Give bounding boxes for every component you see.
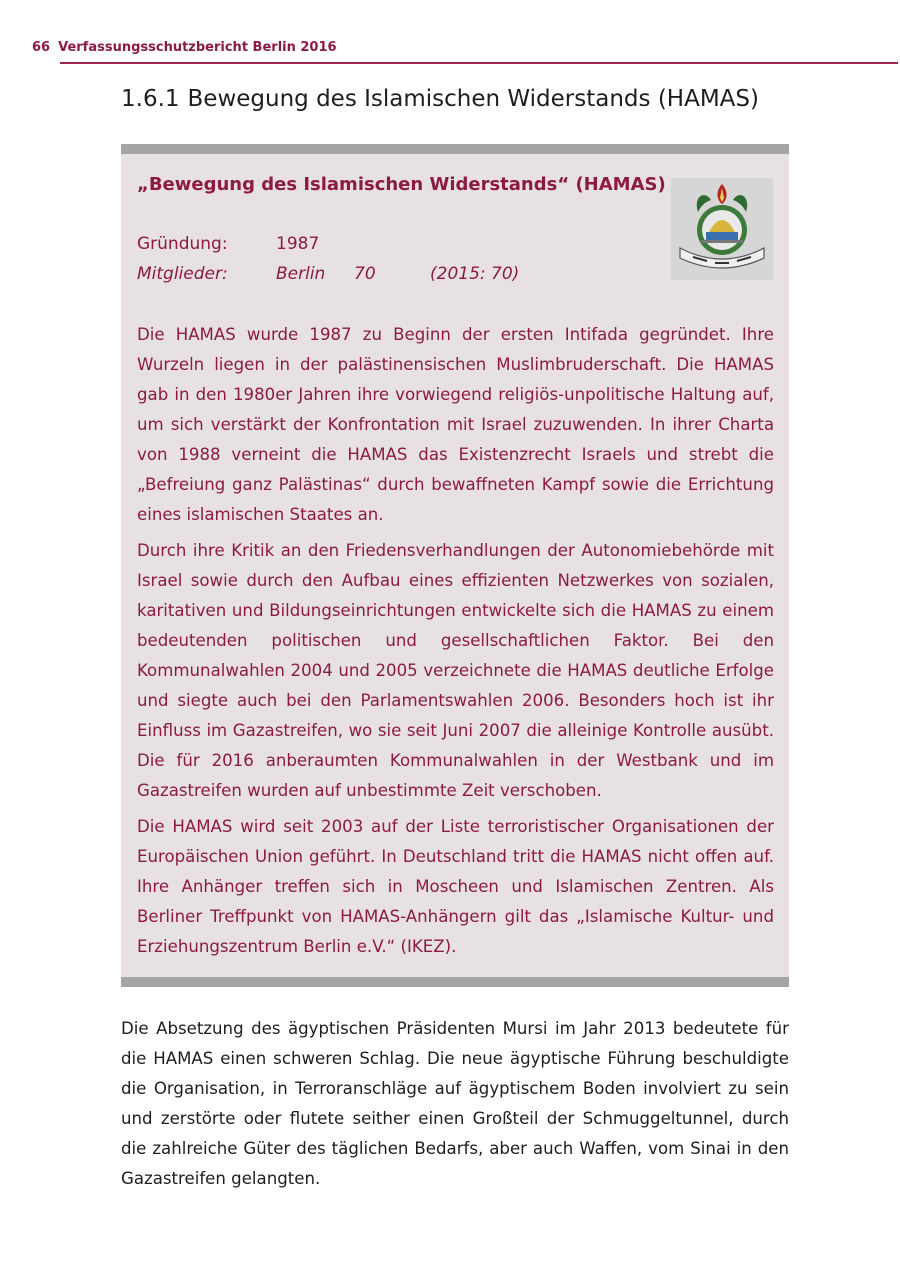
infobox-facts (137, 234, 637, 294)
running-title: Verfassungsschutzbericht Berlin 2016 (58, 40, 337, 55)
hamas-emblem-icon (671, 178, 773, 280)
members-row (137, 264, 637, 294)
members-previous: (2015: 70) (430, 264, 520, 284)
section-number: 1.6.1 (121, 86, 180, 112)
section-heading (121, 86, 759, 112)
members-location: Berlin (276, 264, 326, 284)
infobox-paragraph: Die HAMAS wurde 1987 zu Beginn der ersten Intifada gegründet. Ihre Wurzeln liegen in der palästinensischen Muslimbruderschaft. Die HAMAS gab in den 1980er Jahren ihre vorwiegend religiös-unpolitische Haltung auf, um sich verstärkt der Konfrontation mit Israel zuzuwenden. In ihrer Charta von 1988 verneint die HAMAS das Existenzrecht Israels und strebt die „Befreiung ganz Palästinas“ durch bewaffneten Kampf sowie die Errichtung eines islamischen Staates an. (137, 325, 774, 524)
body-text (121, 1014, 789, 1194)
members-count: 70 (354, 264, 376, 284)
header-rule (60, 62, 898, 64)
founding-value: 1987 (276, 234, 320, 254)
organization-infobox (121, 144, 789, 987)
infobox-paragraph: Die HAMAS wird seit 2003 auf der Liste terroristischer Organisationen der Europäischen Union geführt. In Deutschland tritt die HAMAS nicht offen auf. Ihre Anhänger treffen sich in Moscheen und Islamischen Zentren. Als Berliner Treffpunkt von HAMAS-Anhängern gilt das „Islamische Kultur- und Erziehungszentrum Berlin e.V.“ (IKEZ). (137, 817, 774, 956)
infobox-title: „Bewegung des Islamischen Widerstands“ (HAMAS) (137, 174, 666, 195)
running-header (32, 40, 898, 55)
founding-label: Gründung: (137, 234, 228, 254)
founding-row (137, 234, 637, 264)
infobox-paragraph: Durch ihre Kritik an den Friedensverhandlungen der Autonomiebehörde mit Israel sowie durch den Aufbau eines effizienten Netzwerkes von sozialen, karitativen und Bildungseinrichtungen entwickelte sich die HAMAS zu einem bedeutenden politischen und gesellschaftlichen Faktor. Bei den Kommunalwahlen 2004 und 2005 verzeichnete die HAMAS deutliche Erfolge und siegte auch bei den Parlamentswahlen 2006. Besonders hoch ist ihr Einfluss im Gazastreifen, wo sie seit Juni 2007 die alleinige Kontrolle ausübt. Die für 2016 anberaumten Kommunalwahlen in der Westbank und im Gazastreifen wurden auf unbestimmte Zeit verschoben. (137, 541, 774, 800)
page-number: 66 (32, 40, 51, 55)
section-title: Bewegung des Islamischen Widerstands (HAMAS) (187, 86, 759, 112)
infobox-body (137, 320, 774, 968)
members-label: Mitglieder: (137, 264, 228, 284)
body-paragraph: Die Absetzung des ägyptischen Präsidenten Mursi im Jahr 2013 bedeutete für die HAMAS einen schweren Schlag. Die neue ägyptische Führung beschuldigte die Organisation, in Terroranschläge auf ägyptischem Boden involviert zu sein und zerstörte oder flutete seither einen Großteil der Schmuggeltunnel, durch die zahlreiche Güter des täglichen Bedarfs, aber auch Waffen, vom Sinai in den Gazastreifen gelangten. (121, 1019, 789, 1188)
